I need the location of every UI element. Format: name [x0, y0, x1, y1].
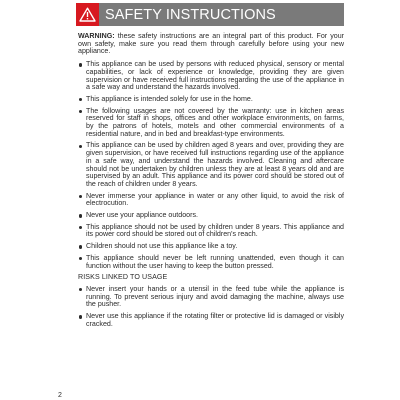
safety-list	[78, 61, 344, 270]
list-item: Never use this appliance if the rotating filter or protective lid is damaged or visibly cracked.	[78, 313, 344, 328]
list-item: This appliance should not be used by children under 8 years. This appliance and its power cord should be stored out of children's reach.	[78, 224, 344, 239]
document-body	[78, 33, 344, 333]
list-item: Children should not use this appliance like a toy.	[78, 243, 344, 251]
section-heading: RISKS LINKED TO USAGE	[78, 273, 168, 282]
section-header-bar	[76, 3, 344, 26]
warning-intro	[78, 33, 344, 56]
list-item: This appliance should never be left running unattended, even though it can function without the user having to keep the button pressed.	[78, 255, 344, 270]
warning-badge	[76, 3, 99, 26]
list-item: This appliance is intended solely for use in the home.	[78, 96, 344, 104]
warning-text: these safety instructions are an integral part of this product. For your own safety, make sure you read them through carefully before using your new appliance.	[78, 32, 344, 56]
list-item: Never insert your hands or a utensil in the feed tube while the appliance is running. To prevent serious injury and avoid damaging the machine, always use the pusher.	[78, 286, 344, 309]
page-number: 2	[58, 392, 62, 399]
usage-risks-list	[78, 286, 344, 329]
list-item: Never use your appliance outdoors.	[78, 212, 344, 220]
list-item: This appliance can be used by persons with reduced physical, sensory or mental capabilities, or lack of experience or knowledge, providing they are given supervision or have received full instructions regarding the use of the appliance in a safe way and understand the hazards involved.	[78, 61, 344, 92]
warning-label: WARNING:	[78, 32, 115, 40]
page-title: SAFETY INSTRUCTIONS	[105, 6, 276, 23]
list-item: This appliance can be used by children aged 8 years and over, providing they are given supervision, or have received full instructions regarding use of the appliance in a safe way, and understand the hazards involved. Cleaning and aftercare should not be undertaken by children unless they are at least 8 years old and are supervised by an adult. This appliance and its power cord should be stored out of the reach of children under 8 years.	[78, 142, 344, 188]
warning-triangle-icon	[79, 7, 96, 22]
list-item: Never immerse your appliance in water or any other liquid, to avoid the risk of electrocution.	[78, 193, 344, 208]
list-item: The following usages are not covered by the warranty: use in kitchen areas reserved for staff in shops, offices and other workplace environments, on farms, by the patrons of hotels, motels and other commercial environments of a residential nature, and in bed and breakfast-type environments.	[78, 108, 344, 139]
